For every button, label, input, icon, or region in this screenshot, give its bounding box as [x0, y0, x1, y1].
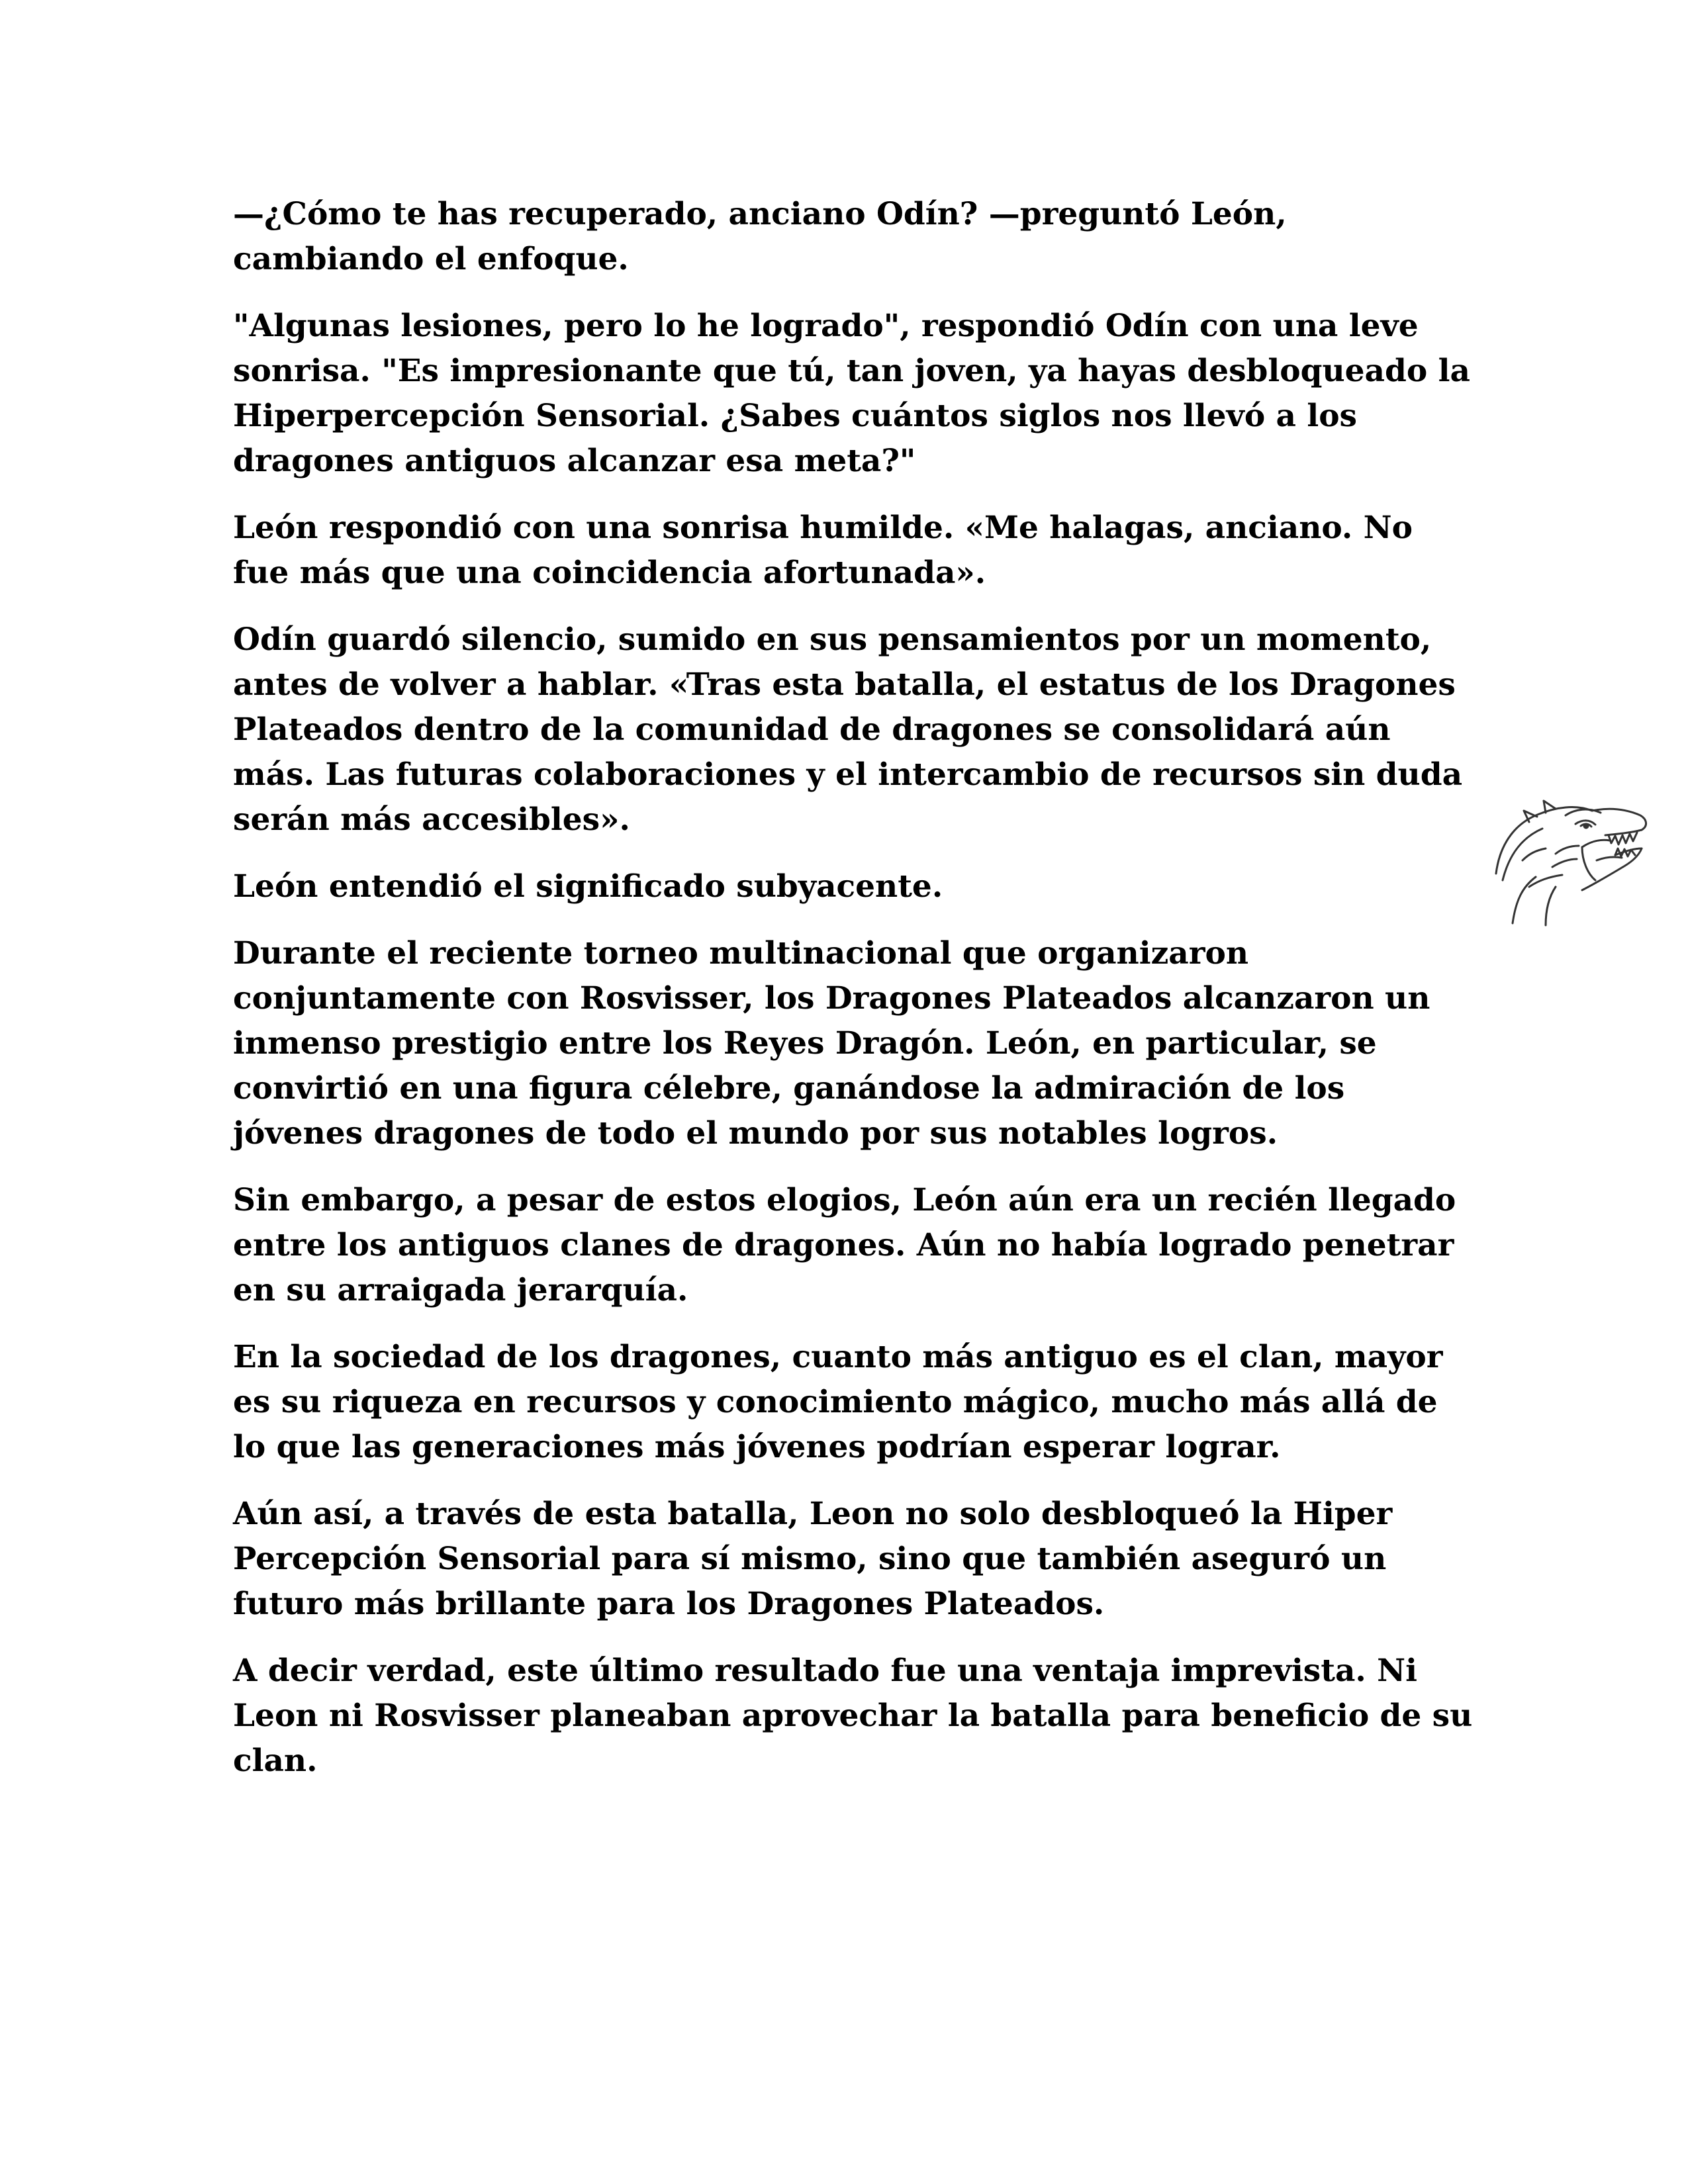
- paragraph-7: Sin embargo, a pesar de estos elogios, León aún era un recién llegado entre los antiguos clanes de dragones. Aún no había logrado penetrar en su arraigada jerarquía.: [233, 1182, 1456, 1308]
- text-column: [233, 192, 1477, 1805]
- paragraph-9: Aún así, a través de esta batalla, Leon no solo desbloqueó la Hiper Percepción Sensorial para sí mismo, sino que también aseguró un futuro más brillante para los Dragones Plateados.: [233, 1496, 1393, 1622]
- paragraph-5: León entendió el significado subyacente.: [233, 868, 943, 905]
- paragraph-4: Odín guardó silencio, sumido en sus pensamientos por un momento, antes de volver a hablar. «Tras esta batalla, el estatus de los Dragones Plateados dentro de la comunidad de dragones se consolidará aún más. Las futuras colaboraciones y el intercambio de recursos sin duda serán más accesibles».: [233, 621, 1463, 838]
- paragraph-10: A decir verdad, este último resultado fue una ventaja imprevista. Ni Leon ni Rosvisser planeaban aprovechar la batalla para beneficio de su clan.: [233, 1653, 1473, 1779]
- dragon-head-sketch-icon: [1483, 774, 1655, 927]
- paragraph-3: León respondió con una sonrisa humilde. «Me halagas, anciano. No fue más que una coincidencia afortunada».: [233, 510, 1413, 591]
- paragraph-1: —¿Cómo te has recuperado, anciano Odín? —preguntó León, cambiando el enfoque.: [233, 196, 1287, 277]
- paragraph-2: "Algunas lesiones, pero lo he logrado", respondió Odín con una leve sonrisa. "Es impresionante que tú, tan joven, ya hayas desbloqueado la Hiperpercepción Sensorial. ¿Sabes cuántos siglos nos llevó a los dragones antiguos alcanzar esa meta?": [233, 308, 1470, 479]
- paragraph-6: Durante el reciente torneo multinacional que organizaron conjuntamente con Rosvisser, los Dragones Plateados alcanzaron un inmenso prestigio entre los Reyes Dragón. León, en particular, se convirtió en una figura célebre, ganándose la admiración de los jóvenes dragones de todo el mundo por sus notables logros.: [233, 935, 1430, 1152]
- paragraph-8: En la sociedad de los dragones, cuanto más antiguo es el clan, mayor es su riqueza en recursos y conocimiento mágico, mucho más allá de lo que las generaciones más jóvenes podrían esperar lograr.: [233, 1339, 1443, 1465]
